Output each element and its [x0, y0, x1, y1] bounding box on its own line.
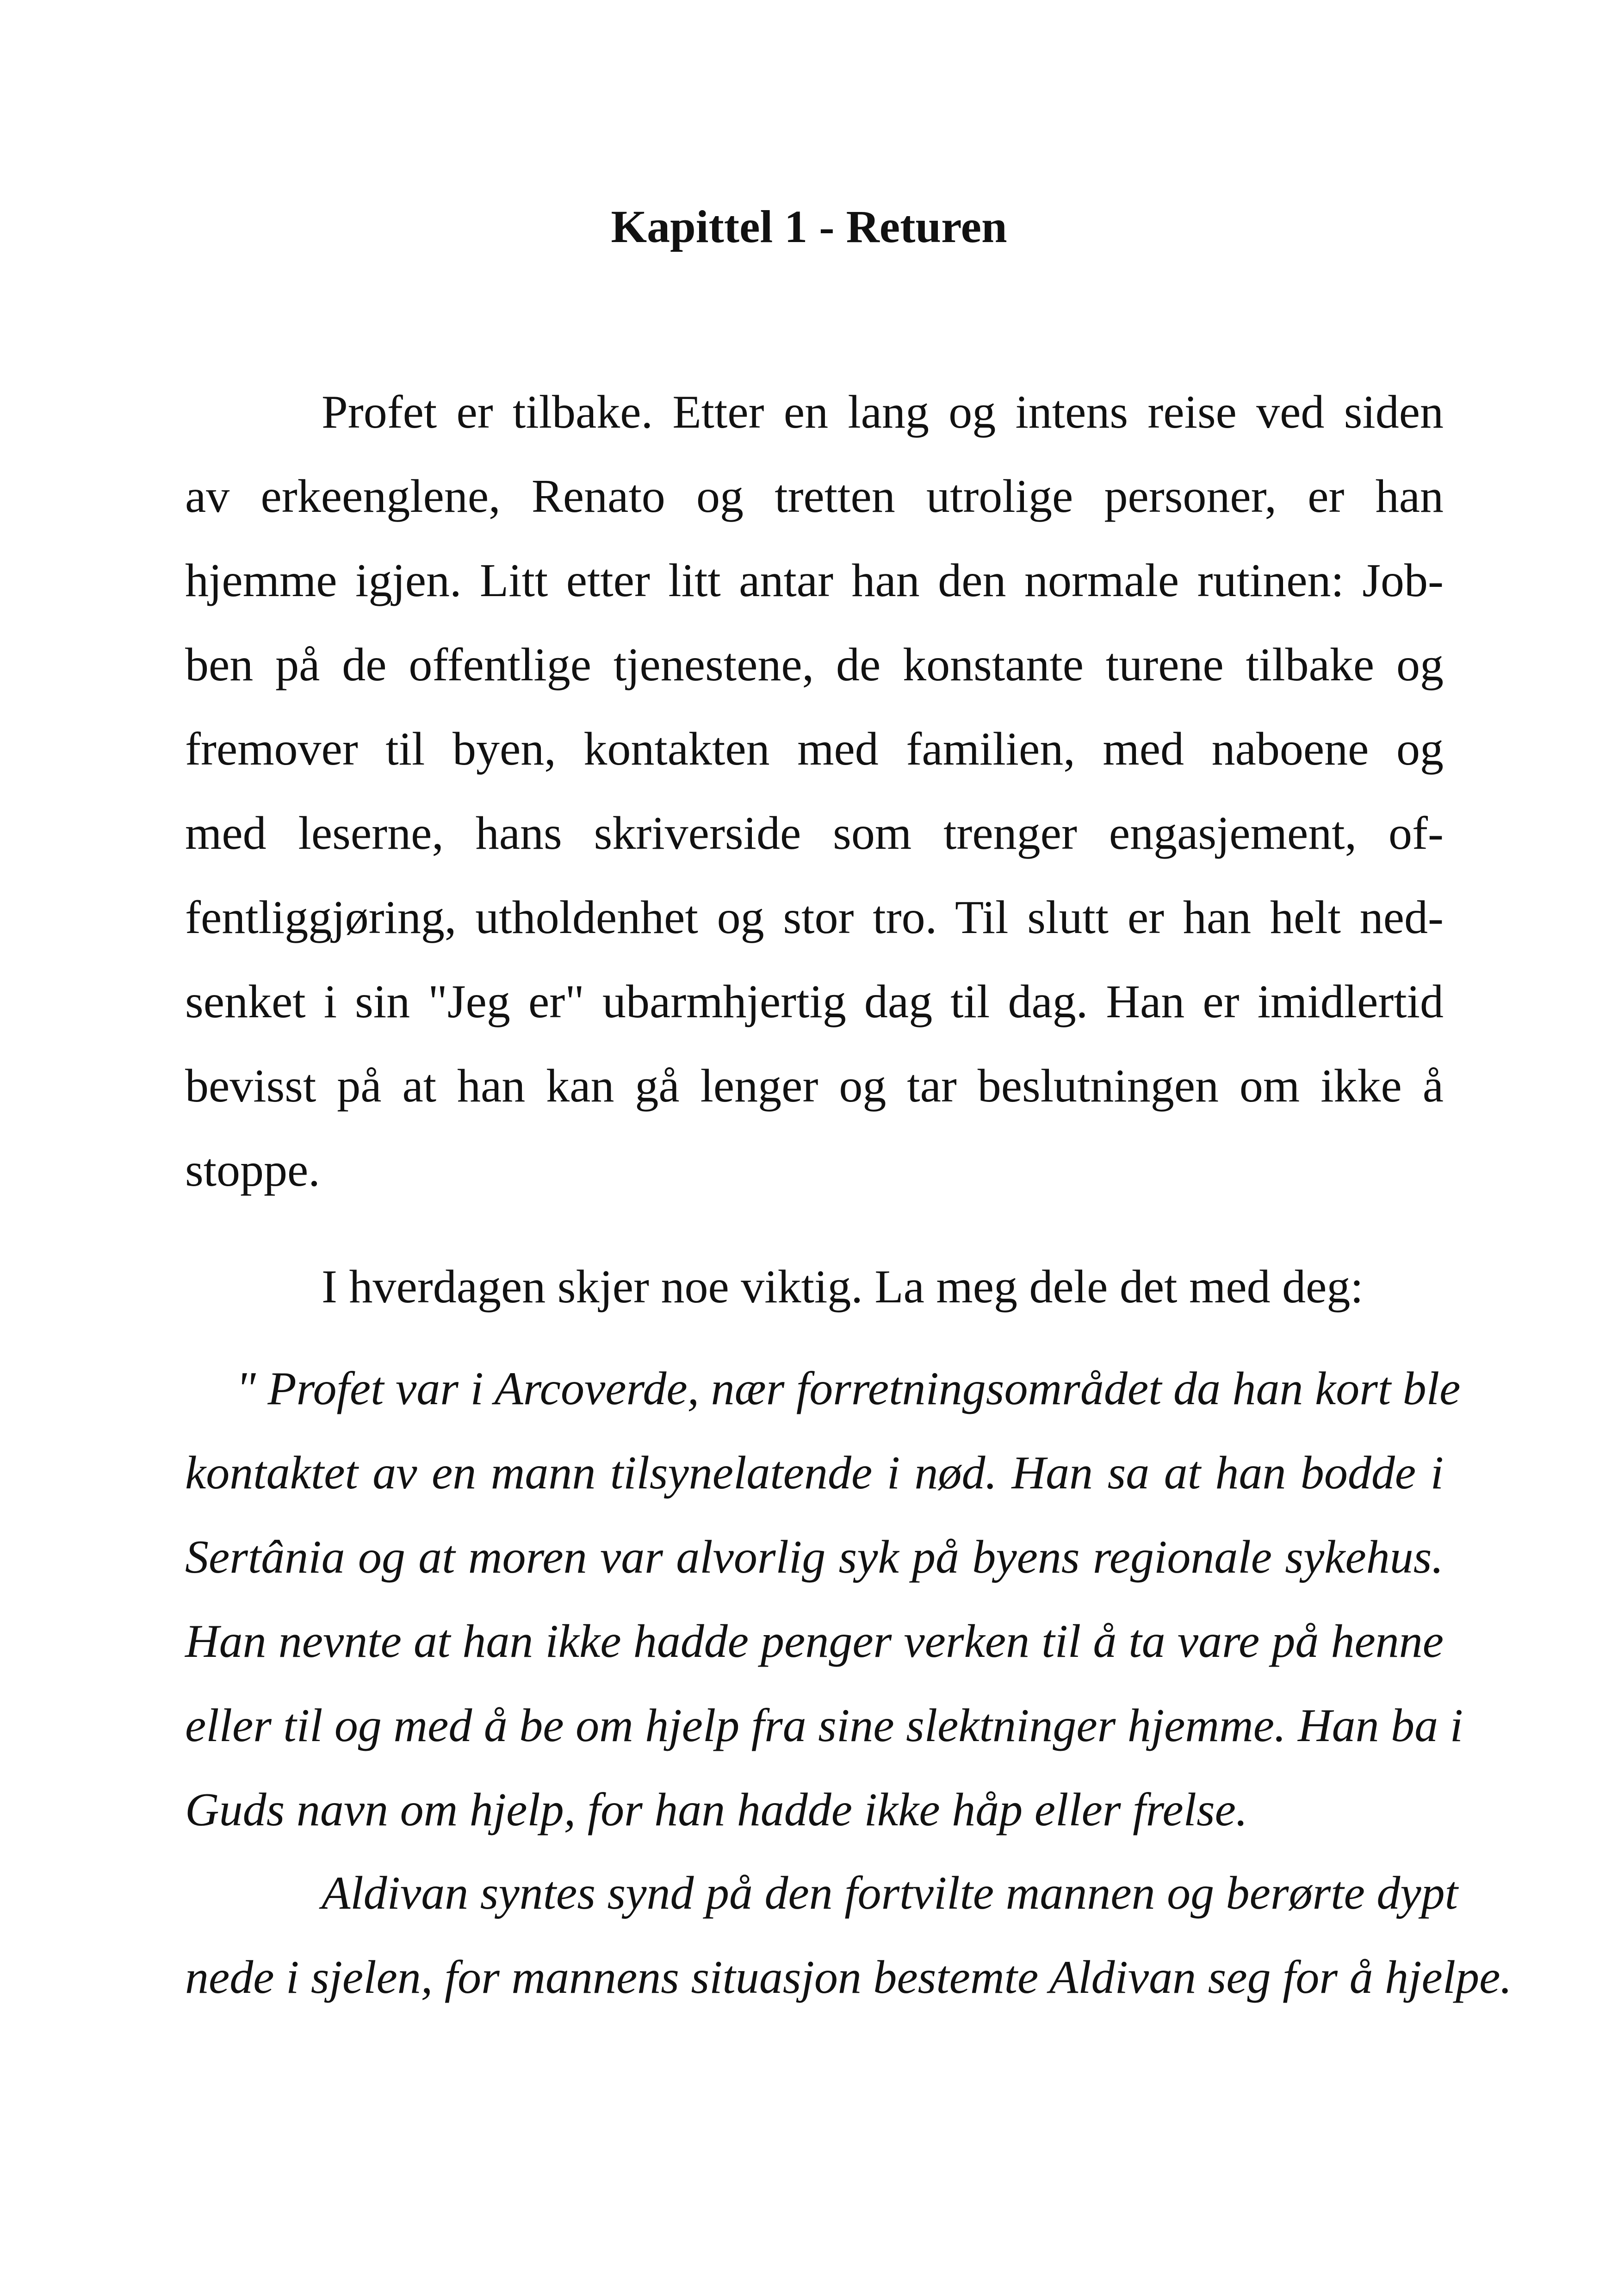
text-line: Profet er tilbake. Etter en lang og intens reise ved siden [322, 386, 1444, 438]
text-line: eller til og med å be om hjelp fra sine slektninger hjemme. Han ba i [185, 1699, 1463, 1752]
paragraph-4 [185, 1851, 1512, 2020]
text-line: fentliggjøring, utholdenhet og stor tro. Til slutt er han helt ned- [185, 891, 1444, 944]
paragraph-2 [185, 1245, 1444, 1329]
text-line: senket i sin "Jeg er" ubarmhjertig dag til dag. Han er imidlertid [185, 976, 1444, 1028]
text-line: bevisst på at han kan gå lenger og tar beslutningen om ikke å [185, 1060, 1444, 1112]
text-line: stoppe. [185, 1144, 320, 1196]
text-line: I hverdagen skjer noe viktig. La meg dele det med deg: [322, 1261, 1364, 1313]
text-line: av erkeenglene, Renato og tretten utrolige personer, er han [185, 470, 1444, 523]
text-line: Guds navn om hjelp, for han hadde ikke håp eller frelse. [185, 1784, 1248, 1836]
text-line: hjemme igjen. Litt etter litt antar han den normale rutinen: Job- [185, 554, 1444, 607]
chapter-title: Kapittel 1 - Returen [611, 201, 1007, 252]
quote-paragraph [185, 1347, 1463, 1852]
paragraph-1 [185, 370, 1444, 1213]
text-line: Aldivan syntes synd på den fortvilte mannen og berørte dypt [322, 1867, 1458, 1919]
text-line: Han nevnte at han ikke hadde penger verken til å ta vare på henne [185, 1615, 1444, 1668]
text-line: nede i sjelen, for mannens situasjon bestemte Aldivan seg for å hjelpe. [185, 1951, 1512, 2004]
text-line: Sertânia og at moren var alvorlig syk på byens regionale sykehus. [185, 1531, 1444, 1583]
text-line: fremover til byen, kontakten med familien, med naboene og [185, 723, 1444, 775]
text-line: kontaktet av en mann tilsynelatende i nød. Han sa at han bodde i [185, 1447, 1444, 1499]
text-line: med leserne, hans skriverside som trenger engasjement, of- [185, 807, 1444, 859]
text-line: ben på de offentlige tjenestene, de konstante turene tilbake og [185, 639, 1444, 691]
text-line: " Profet var i Arcoverde, nær forretningsområdet da han kort ble [236, 1363, 1461, 1415]
